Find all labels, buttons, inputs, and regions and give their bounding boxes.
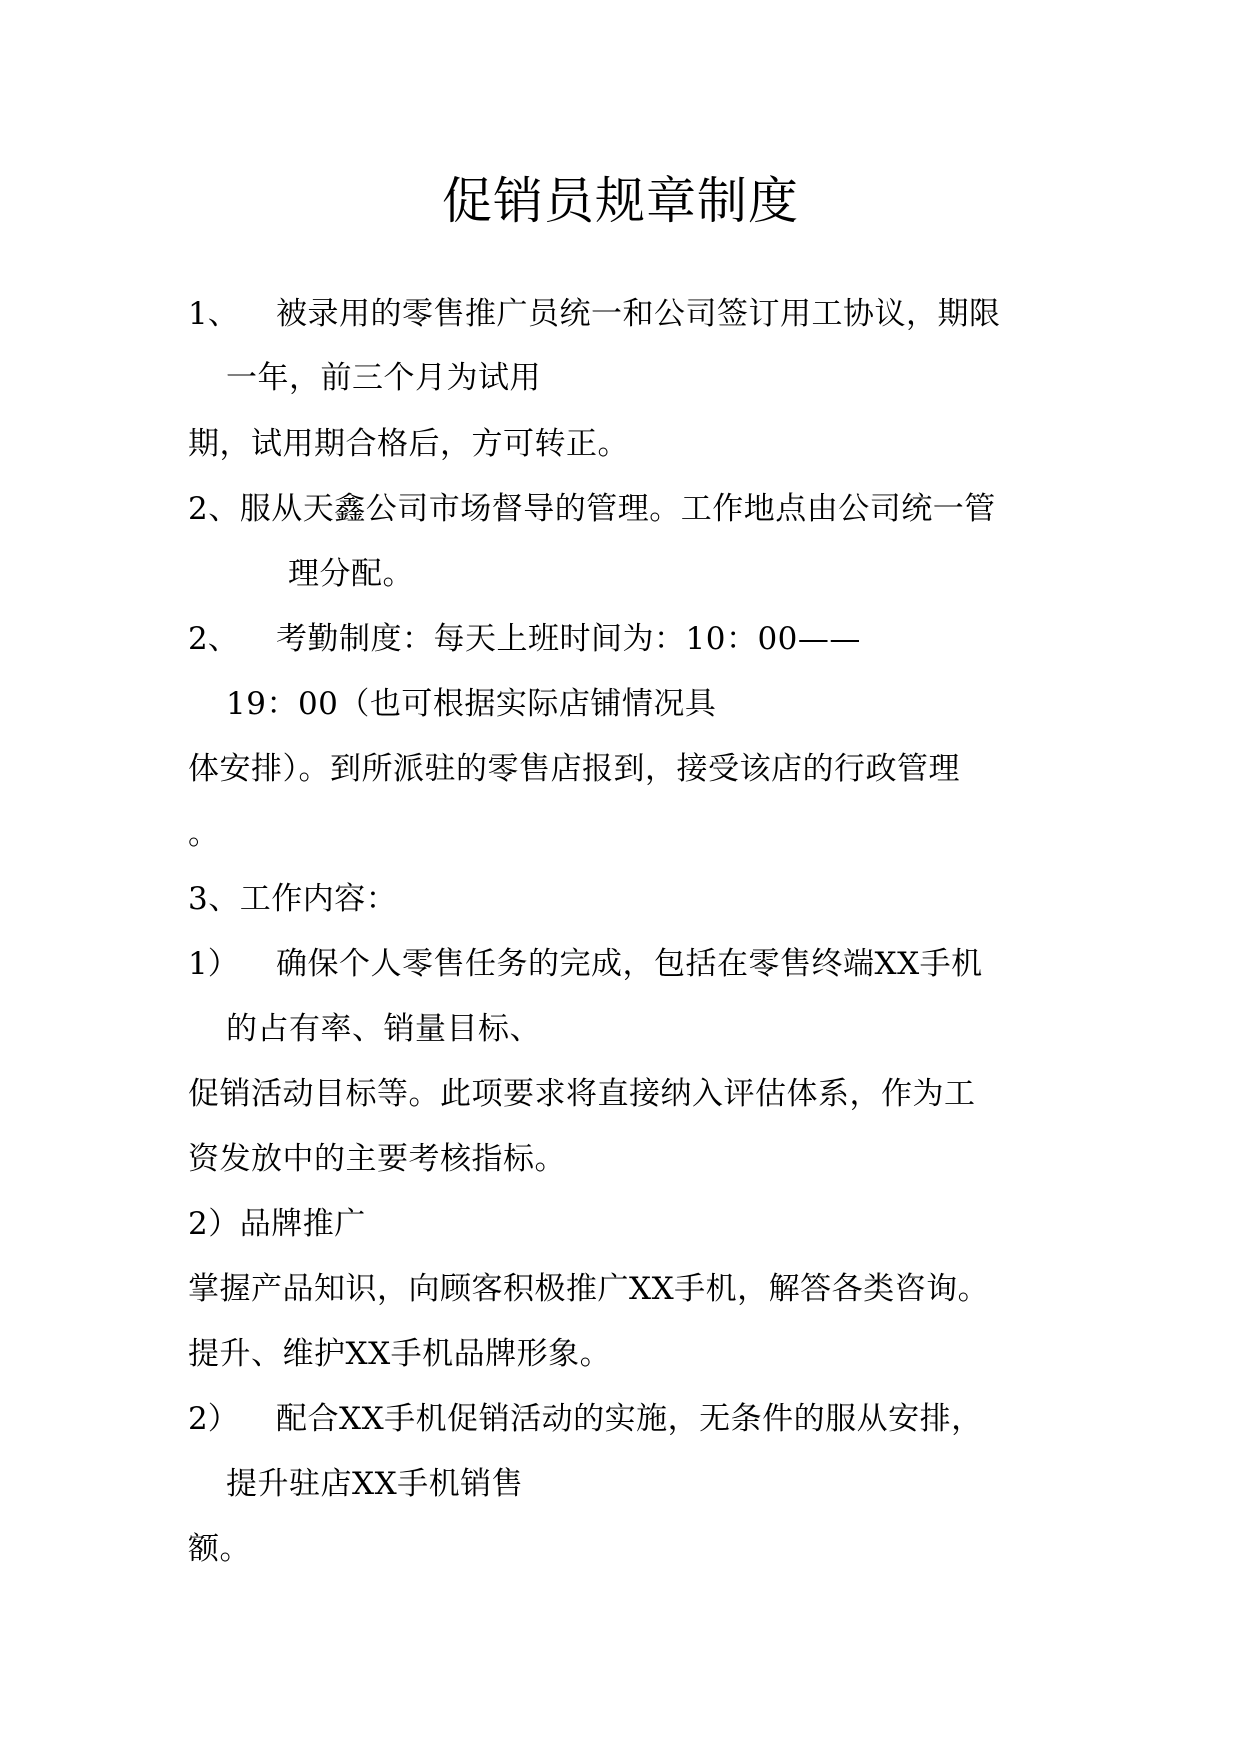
item-3-line-4: 。 — [188, 816, 220, 852]
item-2-line-2: 理分配。 — [288, 556, 414, 592]
item-3-line-1: 考勤制度：每天上班时间为：10：00—— — [276, 621, 861, 657]
sub-2-line-2: 提升、维护XX手机品牌形象。 — [188, 1336, 612, 1372]
item-3-line-2: 19：00（也可根据实际店铺情况具 — [226, 686, 717, 722]
sub-3-line-2: 提升驻店XX手机销售 — [226, 1466, 524, 1502]
sub-3-number: 2） — [188, 1401, 239, 1437]
page-title: 促销员规章制度 — [442, 172, 799, 230]
sub-2-line-1: 掌握产品知识，向顾客积极推广XX手机，解答各类咨询。 — [188, 1271, 990, 1307]
item-2-line-1: 2、服从天鑫公司市场督导的管理。工作地点由公司统一管 — [188, 491, 996, 527]
item-3-number: 2、 — [188, 621, 239, 657]
item-1-line-2: 一年，前三个月为试用 — [226, 360, 541, 396]
sub-3-line-3: 额。 — [188, 1531, 251, 1567]
item-4-heading: 3、工作内容： — [188, 881, 398, 917]
sub-1-number: 1） — [188, 946, 239, 982]
sub-3-line-1: 配合XX手机促销活动的实施，无条件的服从安排， — [276, 1401, 983, 1437]
sub-1-line-1: 确保个人零售任务的完成，包括在零售终端XX手机 — [276, 946, 983, 982]
sub-1-line-3: 促销活动目标等。此项要求将直接纳入评估体系，作为工 — [188, 1076, 976, 1112]
sub-2-heading: 2）品牌推广 — [188, 1206, 366, 1242]
item-3-line-3: 体安排）。到所派驻的零售店报到，接受该店的行政管理 — [188, 751, 960, 787]
item-1-line-3: 期，试用期合格后，方可转正。 — [188, 426, 629, 462]
sub-1-line-4: 资发放中的主要考核指标。 — [188, 1141, 566, 1177]
item-1-number: 1、 — [188, 296, 239, 332]
sub-1-line-2: 的占有率、销量目标、 — [226, 1011, 541, 1047]
item-1-line-1: 被录用的零售推广员统一和公司签订用工协议，期限 — [276, 296, 1001, 332]
